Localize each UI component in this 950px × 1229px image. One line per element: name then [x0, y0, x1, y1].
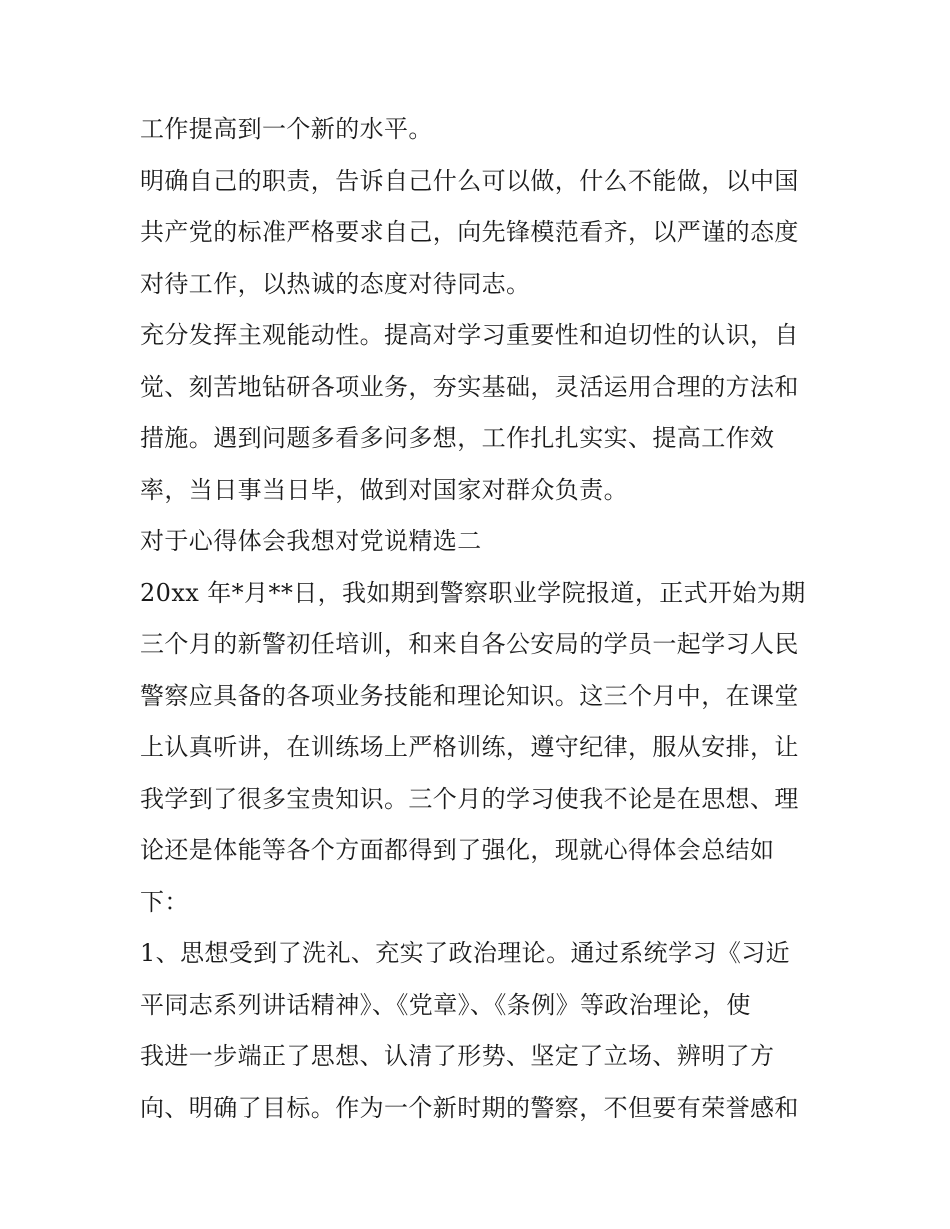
text-line: 下： — [140, 887, 189, 916]
document-body — [140, 104, 820, 1134]
text-line: 警察应具备的各项业务技能和理论知识。这三个月中，在课堂 — [140, 681, 799, 710]
text-line: 1、思想受到了洗礼、充实了政治理论。通过系统学习《习近 — [140, 939, 791, 967]
text-line: 论还是体能等各个方面都得到了强化，现就心得体会总结如 — [140, 836, 775, 864]
text-line: 共产党的标准严格要求自己，向先锋模范看齐，以严谨的态度 — [140, 218, 799, 246]
text-line: 三个月的新警初任培训，和来自各公安局的学员一起学习人民 — [140, 630, 799, 658]
text-line: 工作提高到一个新的水平。 — [140, 115, 433, 143]
text-line: 对待工作，以热诚的态度对待同志。 — [140, 269, 531, 298]
text-line: 率，当日事当日毕，做到对国家对群众负责。 — [140, 475, 628, 504]
text-line: 充分发挥主观能动性。提高对学习重要性和迫切性的认识，自 — [140, 321, 799, 349]
text-line: 我学到了很多宝贵知识。三个月的学习使我不论是在思想、理 — [140, 784, 799, 813]
text-line: 觉、刻苦地钻研各项业务，夯实基础，灵活运用合理的方法和 — [140, 372, 799, 401]
text-line: 明确自己的职责，告诉自己什么可以做，什么不能做，以中国 — [140, 166, 799, 195]
text-line: 上认真听讲，在训练场上严格训练，遵守纪律，服从安排，让 — [140, 733, 799, 761]
text-line: 措施。遇到问题多看多问多想，工作扎扎实实、提高工作效 — [140, 424, 775, 452]
text-line: 我进一步端正了思想、认清了形势、坚定了立场、辨明了方 — [140, 1042, 775, 1070]
section-heading: 对于心得体会我想对党说精选二 — [140, 527, 482, 555]
text-line: 20xx 年*月**日，我如期到警察职业学院报道，正式开始为期 — [140, 578, 806, 607]
text-line: 平同志系列讲话精神》、《党章》、《条例》等政治理论，使 — [140, 990, 751, 1019]
text-line: 向、明确了目标。作为一个新时期的警察，不但要有荣誉感和 — [140, 1093, 799, 1122]
